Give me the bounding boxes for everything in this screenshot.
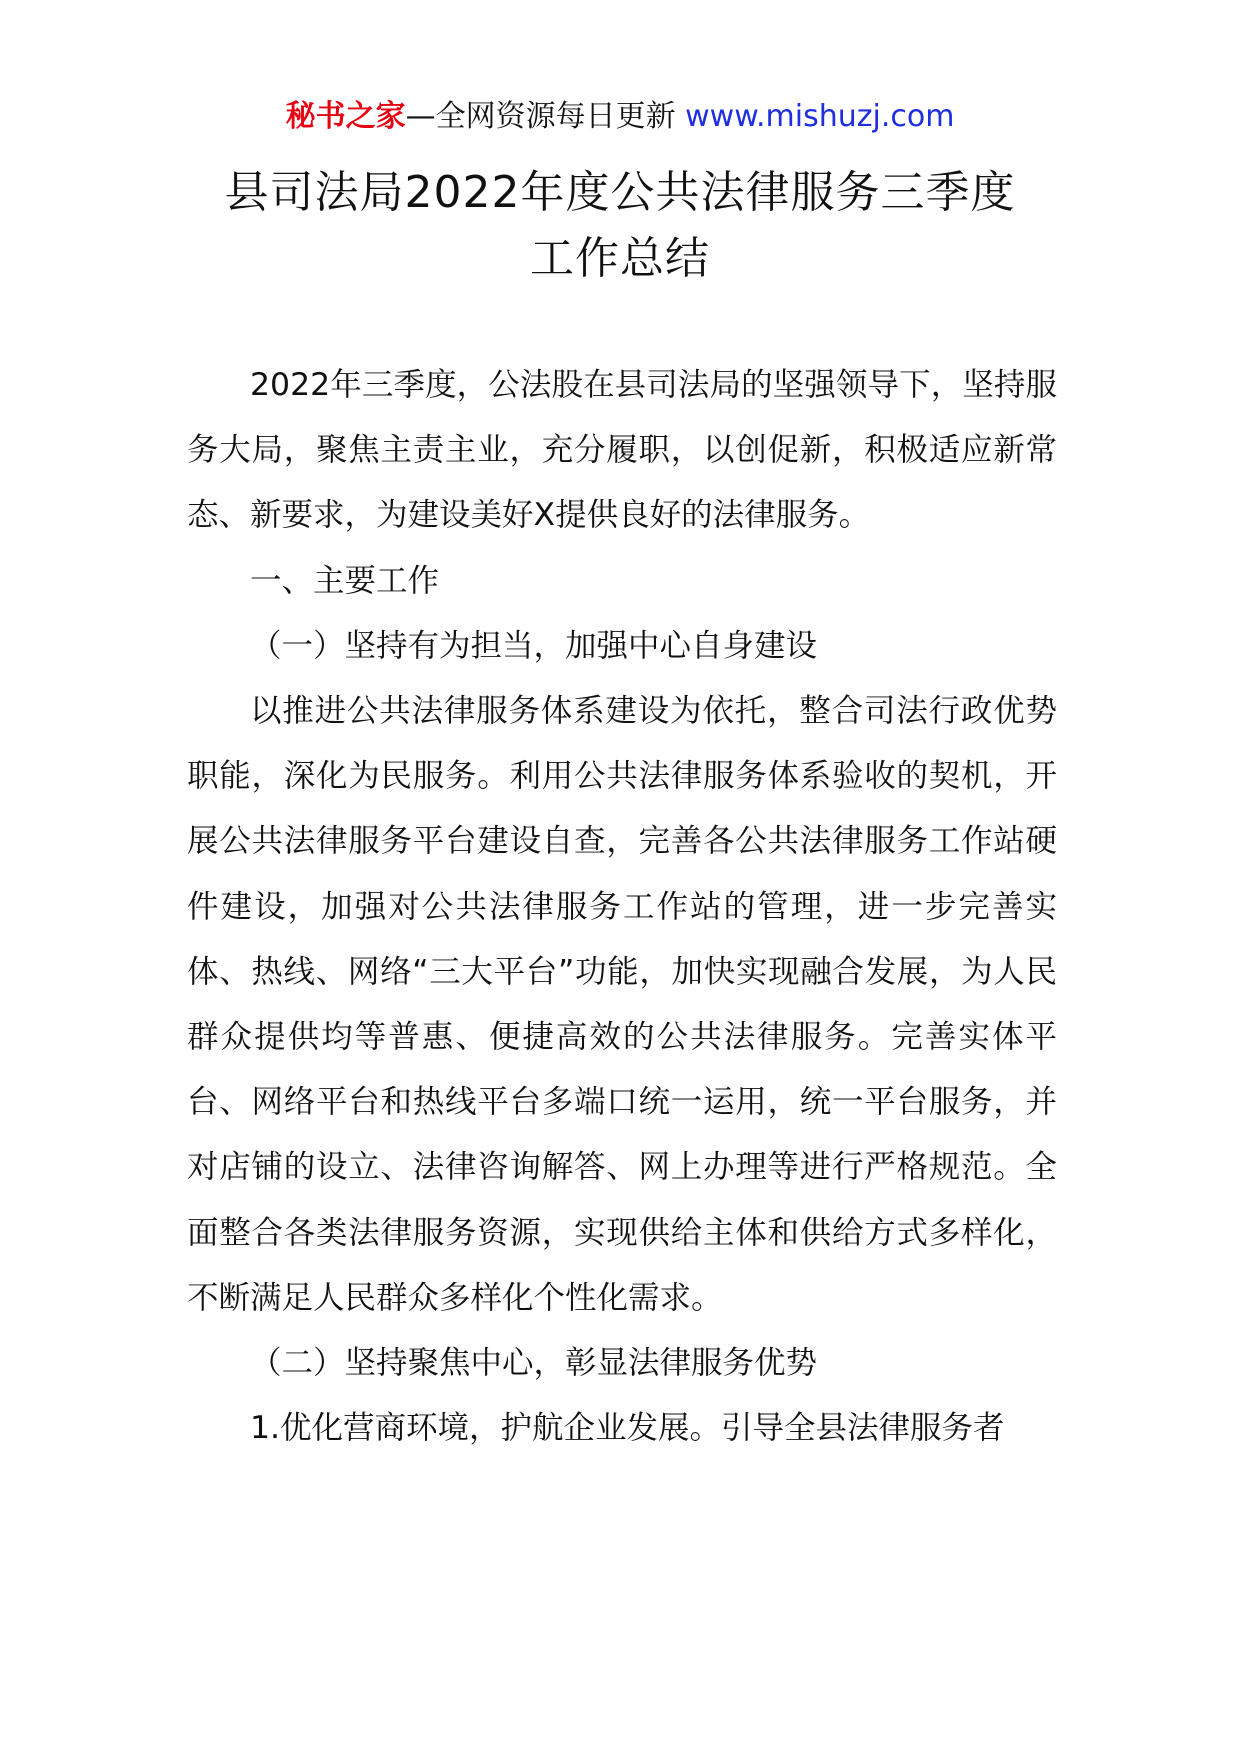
site-url-link[interactable]: www.mishuzj.com [685, 99, 955, 134]
subsection-heading-2: （二）坚持聚焦中心，彰显法律服务优势 [250, 1345, 818, 1382]
section-heading-main-work: 一、主要工作 [250, 562, 440, 599]
document-title-line-1: 县司法局2022年度公共法律服务三季度 [224, 167, 1016, 218]
site-header [0, 96, 1240, 138]
document-title [0, 160, 1240, 292]
intro-paragraph: 2022年三季度，公法股在县司法局的坚强领导下，坚持服务大局，聚焦主责主业，充分履职，以创促新，积极适应新常态、新要求，为建设美好X提供良好的法律服务。 [187, 367, 1057, 534]
document-title-line-2: 工作总结 [530, 233, 710, 284]
document-body [187, 353, 1057, 1461]
subsection-heading-1: （一）坚持有为担当，加强中心自身建设 [250, 627, 818, 664]
item-1-paragraph: 1.优化营商环境，护航企业发展。引导全县法律服务者 [250, 1410, 1005, 1447]
site-brand: 秘书之家 [285, 99, 406, 134]
subsection-1-paragraph: 以推进公共法律服务体系建设为依托，整合司法行政优势职能，深化为民服务。利用公共法律服务体系验收的契机，开展公共法律服务平台建设自查，完善各公共法律服务工作站硬件建设，加强对公共法律服务工作站的管理，进一步完善实体、热线、网络“三大平台”功能，加快实现融合发展，为人民群众提供均等普惠、便捷高效的公共法律服务。完善实体平台、网络平台和热线平台多端口统一运用，统一平台服务，并对店铺的设立、法律咨询解答、网上办理等进行严格规范。全面整合各类法律服务资源，实现供给主体和供给方式多样化，不断满足人民群众多样化个性化需求。 [187, 693, 1057, 1316]
site-tagline: —全网资源每日更新 [405, 99, 676, 134]
